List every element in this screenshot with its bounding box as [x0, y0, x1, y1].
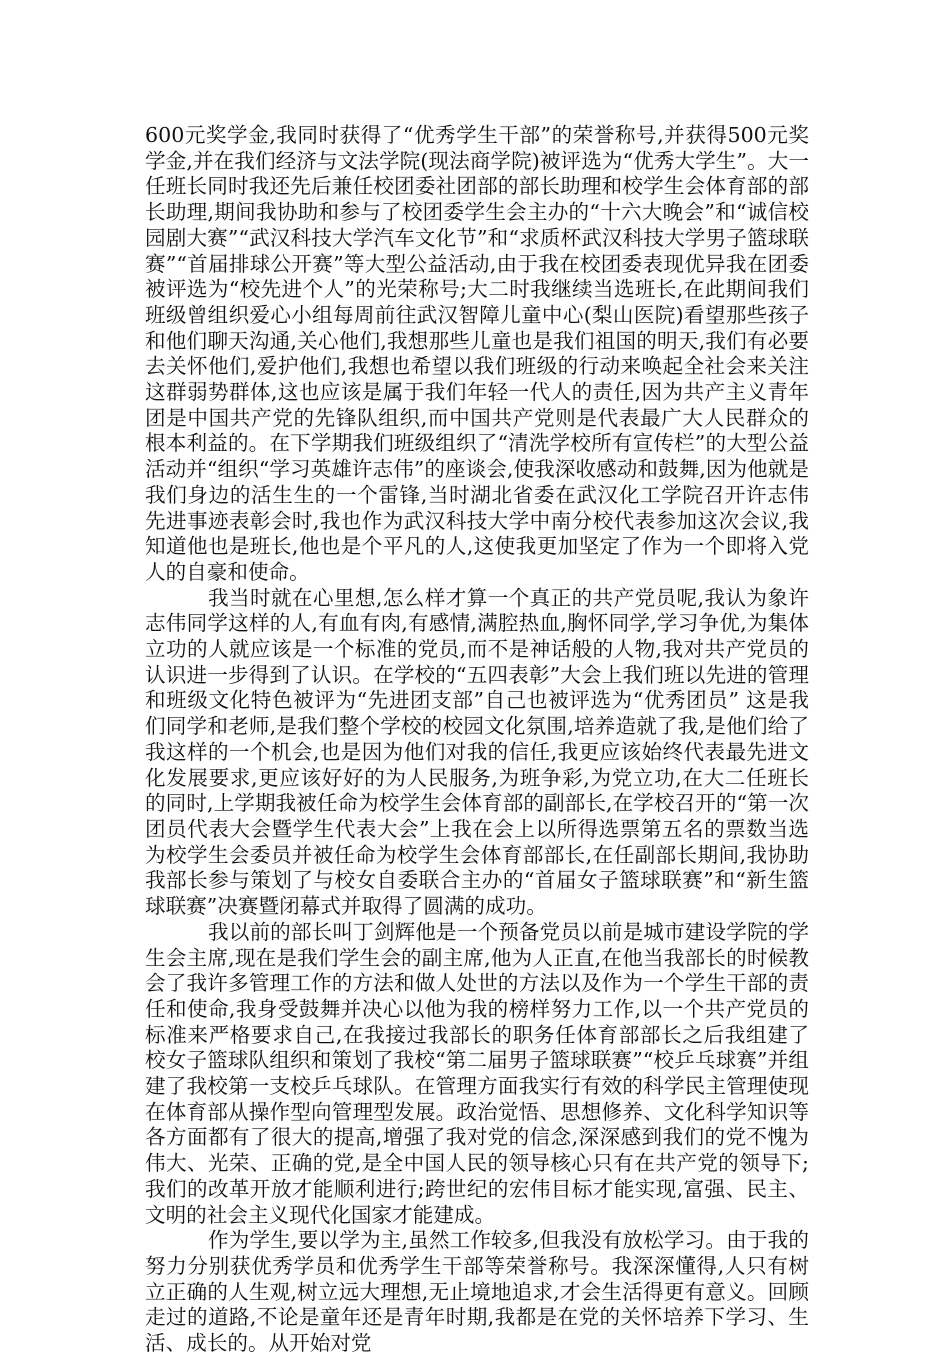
paragraph-3: 我以前的部长叫丁剑辉他是一个预备党员以前是城市建设学院的学生会主席,现在是我们学生会的副主席,他为人正直,在他当我部长的时候教会了我许多管理工作的方法和做人处世的方法以及作为一个学生干部的责任和使命,我身受鼓舞并决心以他为我的榜样努力工作,以一个共产党员的标准来严格要求自己,在我接过我部长的职务任体育部部长之后我组建了校女子篮球队组织和策划了我校“第二届男子篮球联赛”“校乒乓球赛”并组建了我校第一支校乒乓球队。在管理方面我实行有效的科学民主管理使现在体育部从操作型向管理型发展。政治觉悟、思想修养、文化科学知识等各方面都有了很大的提高,增强了我对党的信念,深深感到我们的党不愧为伟大、光荣、正确的党,是全中国人民的领导核心只有在共产党的领导下;我们的改革开放才能顺利进行;跨世纪的宏伟目标才能实现,富强、民主、文明的社会主义现代化国家才能建成。 — [145, 919, 809, 1227]
document-page — [145, 123, 809, 1356]
paragraph-2: 我当时就在心里想,怎么样才算一个真正的共产党员呢,我认为象许志伟同学这样的人,有血有肉,有感情,满腔热血,胸怀同学,学习争优,为集体立功的人就应该是一个标准的党员,而不是神话般的人物,我对共产党员的认识进一步得到了认识。在学校的“五四表彰”大会上我们班以先进的管理和班级文化特色被评为“先进团支部”自己也被评选为“优秀团员” 这是我们同学和老师,是我们整个学校的校园文化氛围,培养造就了我,是他们给了我这样的一个机会,也是因为他们对我的信任,我更应该始终代表最先进文化发展要求,更应该好好的为人民服务,为班争彩,为党立功,在大二任班长的同时,上学期我被任命为校学生会体育部的副部长,在学校召开的“第一次团员代表大会暨学生代表大会”上我在会上以所得选票第五名的票数当选为校学生会委员并被任命为校学生会体育部部长,在任副部长期间,我协助我部长参与策划了与校女自委联合主办的“首届女子篮球联赛”和“新生篮球联赛”决赛暨闭幕式并取得了圆满的成功。 — [145, 585, 809, 919]
paragraph-1: 600元奖学金,我同时获得了“优秀学生干部”的荣誉称号,并获得500元奖学金,并在我们经济与文法学院(现法商学院)被评选为“优秀大学生”。大一任班长同时我还先后兼任校团委社团部的部长助理和校学生会体育部的部长助理,期间我协助和参与了校团委学生会主办的“十六大晚会”和“诚信校园剧大赛”“武汉科技大学汽车文化节”和“求质杯武汉科技大学男子篮球联赛”“首届排球公开赛”等大型公益活动,由于我在校团委表现优异我在团委被评选为“校先进个人”的光荣称号;大二时我继续当选班长,在此期间我们班级曾组织爱心小组每周前往武汉智障儿童中心(梨山医院)看望那些孩子和他们聊天沟通,关心他们,我想那些儿童也是我们祖国的明天,我们有必要去关怀他们,爱护他们,我想也希望以我们班级的行动来唤起全社会来关注这群弱势群体,这也应该是属于我们年轻一代人的责任,因为共产主义青年团是中国共产党的先锋队组织,而中国共产党则是代表最广大人民群众的根本利益的。在下学期我们班级组织了“清洗学校所有宣传栏”的大型公益活动并“组织“学习英雄许志伟”的座谈会,使我深收感动和鼓舞,因为他就是我们身边的活生生的一个雷锋,当时湖北省委在武汉化工学院召开许志伟先进事迹表彰会时,我也作为武汉科技大学中南分校代表参加这次会议,我知道他也是班长,他也是个平凡的人,这使我更加坚定了作为一个即将入党人的自豪和使命。 — [145, 123, 809, 584]
paragraph-4: 作为学生,要以学为主,虽然工作较多,但我没有放松学习。由于我的努力分别获优秀学员和优秀学生干部等荣誉称号。我深深懂得,人只有树立正确的人生观,树立远大理想,无止境地追求,才会生活得更有意义。回顾走过的道路,不论是童年还是青年时期,我都是在党的关怀培养下学习、生活、成长的。从开始对党 — [145, 1228, 809, 1356]
